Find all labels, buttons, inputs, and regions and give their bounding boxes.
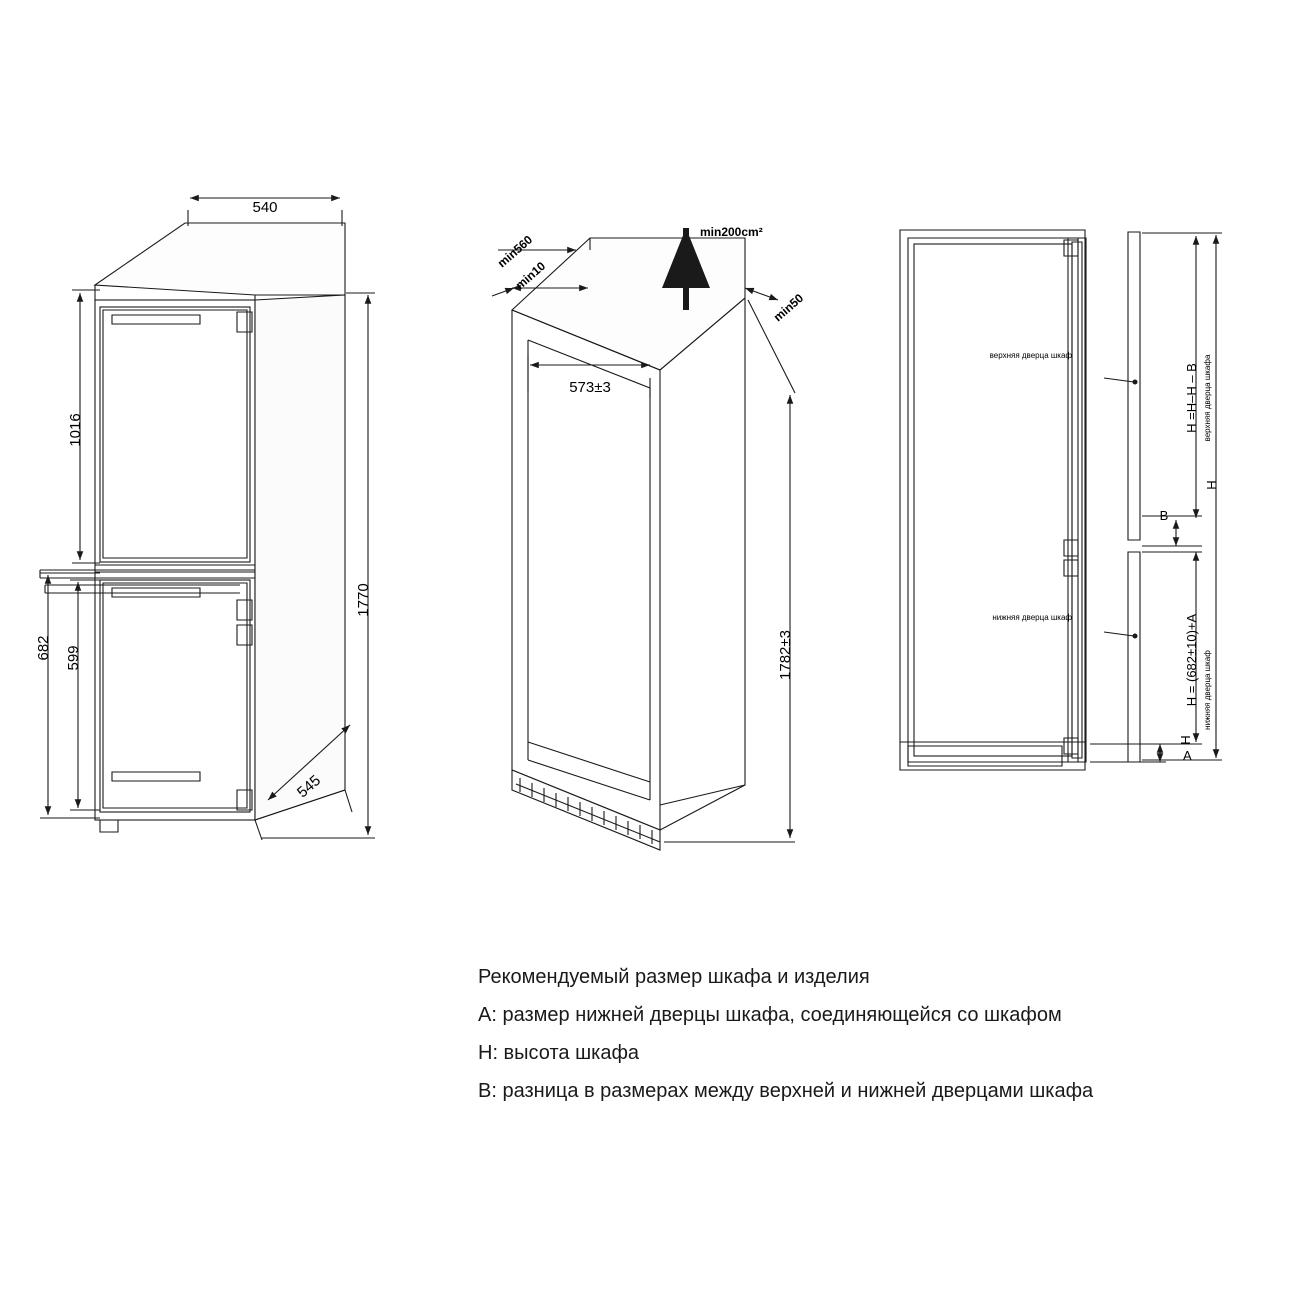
legend-line-1: А: размер нижней дверцы шкафа, соединяющейся со шкафом [478, 1004, 1062, 1026]
label-lower-door-formula: Н = (682±10)+А [1184, 613, 1199, 707]
dim-lower-door-599: 599 [65, 645, 82, 671]
label-mark-A: А [1183, 748, 1192, 763]
dim-min560: min560 [494, 232, 536, 271]
dim-inner-width-573: 573±3 [569, 379, 611, 396]
view-front-product [40, 223, 352, 840]
dim-width-540: 540 [252, 199, 278, 216]
legend-line-2: Н: высота шкафа [478, 1042, 640, 1064]
legend-line-0: Рекомендуемый размер шкафа и изделия [478, 966, 870, 988]
label-lower-cabinet-door: нижняя дверца шкаф [992, 613, 1072, 622]
legend-line-3: В: разница в размерах между верхней и нижней дверцами шкафа [478, 1080, 1094, 1102]
label-mark-H-left: Н [1178, 735, 1193, 745]
label-upper-door-note: верхняя дверца шкафа [1203, 354, 1212, 442]
dim-niche-height-1782: 1782±3 [777, 630, 794, 680]
view-side-section [900, 230, 1140, 770]
label-lower-door-note: нижняя дверца шкаф [1203, 650, 1212, 730]
view-niche-cabinet [512, 238, 745, 850]
label-upper-cabinet-door: верхняя дверца шкаф [989, 351, 1072, 360]
label-upper-door-formula: Н =Н–Н – В [1184, 363, 1199, 433]
dim-total-height-1770: 1770 [355, 583, 372, 617]
label-cabinet-height-H: Н [1204, 480, 1219, 490]
dim-vent-area: min200cm² [700, 225, 763, 239]
dim-upper-door-1016: 1016 [67, 413, 84, 447]
dim-lower-outer-682: 682 [35, 635, 52, 661]
dim-min50: min50 [770, 290, 807, 325]
label-mark-B: В [1159, 508, 1169, 523]
legend-block [478, 958, 1278, 1110]
dim-min10: min10 [512, 258, 549, 293]
dim-depth-545: 545 [294, 771, 325, 802]
